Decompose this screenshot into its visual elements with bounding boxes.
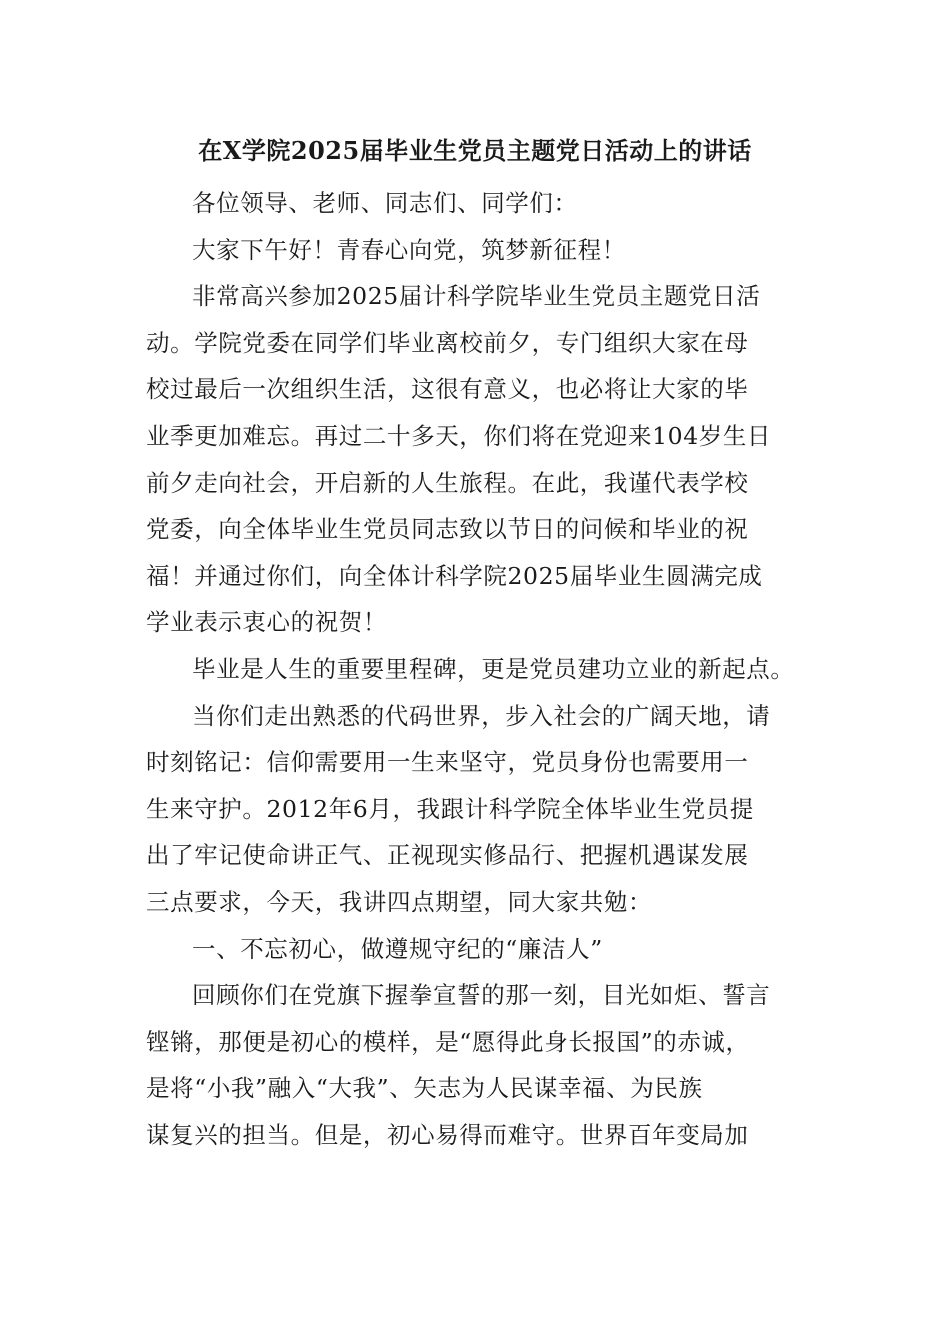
document-body [146, 180, 826, 1158]
text-line: 回顾你们在党旗下握拳宣誓的那一刻，目光如炬、誓言 [192, 981, 771, 1010]
text-line: 校过最后一次组织生活，这很有意义，也必将让大家的毕 [146, 375, 749, 404]
text-line: 生来守护。2012年6月，我跟计科学院全体毕业生党员提 [146, 794, 754, 823]
text-line: 铿锵，那便是初心的模样，是“愿得此身长报国”的赤诚， [146, 1027, 750, 1056]
text-line: 出了牢记使命讲正气、正视现实修品行、把握机遇谋发展 [146, 841, 749, 870]
text-line: 当你们走出熟悉的代码世界，步入社会的广阔天地，请 [192, 701, 771, 730]
text-line: 党委，向全体毕业生党员同志致以节日的问候和毕业的祝 [146, 515, 749, 544]
text-line: 三点要求，今天，我讲四点期望，同大家共勉： [146, 887, 653, 916]
text-line: 一、不忘初心，做遵规守纪的“廉洁人” [192, 934, 603, 963]
text-line: 各位领导、老师、同志们、同学们： [192, 189, 578, 217]
text-line: 是将“小我”融入“大我”、矢志为人民谋幸福、为民族 [146, 1074, 703, 1103]
text-line: 学业表示衷心的祝贺！ [146, 608, 387, 637]
text-line: 大家下午好！青春心向党，筑梦新征程！ [192, 235, 626, 264]
text-line: 前夕走向社会，开启新的人生旅程。在此，我谨代表学校 [146, 468, 749, 497]
text-line: 谋复兴的担当。但是，初心易得而难守。世界百年变局加 [146, 1120, 749, 1149]
document-title: 在X学院2025届毕业生党员主题党日活动上的讲话 [198, 136, 752, 165]
text-line: 福！并通过你们，向全体计科学院2025届毕业生圆满完成 [146, 561, 763, 590]
text-line: 时刻铭记：信仰需要用一生来坚守，党员身份也需要用一 [146, 748, 749, 777]
text-line: 毕业是人生的重要里程碑，更是党员建功立业的新起点。 [192, 654, 795, 683]
text-line: 业季更加难忘。再过二十多天，你们将在党迎来104岁生日 [146, 421, 772, 450]
text-line: 非常高兴参加2025届计科学院毕业生党员主题党日活 [192, 282, 761, 311]
text-line: 动。学院党委在同学们毕业离校前夕，专门组织大家在母 [146, 328, 749, 357]
